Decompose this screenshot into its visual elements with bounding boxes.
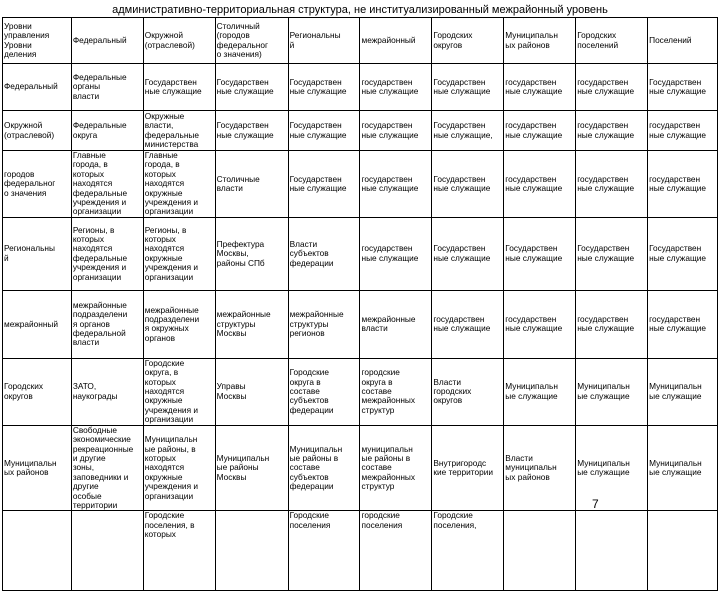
header-cell	[71, 18, 143, 64]
header-cell	[288, 18, 360, 64]
table-cell	[360, 290, 432, 358]
table-cell	[143, 511, 215, 591]
table-row	[3, 151, 718, 218]
table-cell-text: Муниципальн ые служащие	[649, 457, 702, 478]
table-cell	[648, 217, 718, 290]
row-label-cell-text: Федеральный	[4, 81, 58, 92]
row-label-cell	[3, 217, 72, 290]
table-cell-text: Государствен ные служащие	[433, 76, 491, 96]
table-cell-text: Префектура Москвы, районы СПб	[216, 238, 265, 268]
table-cell-text: городские поселения	[361, 510, 403, 530]
table-cell	[215, 358, 288, 425]
table-cell-text: государствен ные служащие	[361, 243, 419, 263]
table-cell-text: Городские поселения, в которых	[144, 510, 195, 540]
table-cell	[215, 64, 288, 111]
table-cell-text: Государствен ные служащие	[289, 173, 347, 193]
table-cell	[576, 425, 648, 511]
table-cell	[71, 358, 143, 425]
table-cell-text: Федеральные округа	[72, 120, 127, 140]
table-row	[3, 64, 718, 111]
table-cell	[360, 511, 432, 591]
table-cell	[215, 425, 288, 511]
header-cell	[432, 18, 504, 64]
table-cell-text: Муниципальн ые районы, в которых находятся окружные учреждения и организации	[144, 434, 198, 501]
table-cell	[360, 217, 432, 290]
table-row	[3, 217, 718, 290]
table-cell-text: Управы Москвы	[216, 381, 247, 401]
table-cell-text: государствен ные служащие	[649, 313, 707, 334]
table-cell	[648, 511, 718, 591]
table-cell	[648, 151, 718, 218]
table-cell	[432, 511, 504, 591]
table-cell	[504, 64, 576, 111]
table-cell-text: Городские поселения,	[433, 510, 477, 530]
table-cell-text: государствен ные служащие	[577, 120, 635, 140]
table-cell-text: муниципальн ые районы в составе межрайонных структур	[361, 443, 416, 492]
table-cell	[576, 290, 648, 358]
table-cell	[432, 425, 504, 511]
page-number: 7	[592, 497, 599, 511]
table-cell-text: Муниципальн ые служащие	[649, 381, 702, 401]
table-cell	[288, 290, 360, 358]
table-cell	[71, 64, 143, 111]
table-cell	[432, 111, 504, 151]
table-cell-text: Государствен ные служащие	[505, 243, 563, 263]
table-cell	[71, 217, 143, 290]
table-cell	[576, 511, 648, 591]
table-row	[3, 358, 718, 425]
table-cell	[504, 217, 576, 290]
table-cell-text: Свободные экономические рекреационные и другие зоны, заповедники и другие особые территории	[72, 425, 134, 510]
header-cell	[143, 18, 215, 64]
table-cell	[215, 511, 288, 591]
table-cell-text: Власти субъектов федерации	[289, 238, 334, 268]
header-cell-text: Поселений	[649, 34, 692, 45]
table-cell	[288, 151, 360, 218]
table-cell	[576, 64, 648, 111]
header-cell-text: межрайонный	[361, 34, 416, 45]
table-cell-text: Муниципальн ые районы в составе субъектов федерации	[289, 443, 343, 492]
table-cell-text: государствен ные служащие	[577, 76, 635, 96]
table-cell-text: Регионы, в которых находятся окружные учреждения и организации	[144, 224, 198, 282]
table-cell	[648, 64, 718, 111]
table-cell-text: Внутригородс кие территории	[433, 457, 493, 478]
table-cell-text: Государствен ные служащие	[433, 243, 491, 263]
table-cell-text: Федеральные органы власти	[72, 71, 127, 101]
table-cell-text: межрайонные подразделени я окружных органов	[144, 304, 200, 343]
table-cell-text: Городские поселения	[289, 510, 331, 530]
table-cell	[648, 111, 718, 151]
header-cell	[215, 18, 288, 64]
row-label-cell-text: межрайонный	[4, 318, 59, 329]
table-cell	[215, 111, 288, 151]
table-cell-text: Муниципальн ые служащие	[505, 381, 558, 401]
row-label-cell-text: Городских округов	[4, 381, 44, 401]
table-row	[3, 111, 718, 151]
row-label-cell	[3, 358, 72, 425]
table-cell	[71, 111, 143, 151]
table-cell	[288, 217, 360, 290]
table-cell-text: Муниципальн ые районы Москвы	[216, 452, 270, 482]
table-cell-text: ЗАТО, наукограды	[72, 381, 118, 401]
table-cell	[71, 151, 143, 218]
table-cell-text: Государствен ные служащие	[144, 76, 202, 96]
header-cell	[3, 18, 72, 64]
table-cell	[576, 217, 648, 290]
table-cell-text: государствен ные служащие	[577, 313, 635, 334]
table-cell-text: межрайонные структуры регионов	[289, 309, 344, 339]
table-cell-text: государствен ные служащие	[649, 120, 707, 140]
row-label-cell-text: городов федеральног о значения	[4, 168, 56, 198]
table-cell	[360, 358, 432, 425]
table-cell-text: межрайонные структуры Москвы	[216, 309, 271, 339]
header-cell-text: Муниципальн ых районов	[505, 30, 558, 50]
table-cell-text: Государствен ные служащие	[216, 120, 274, 140]
row-label-cell-text: Окружной (отраслевой)	[4, 120, 55, 140]
table-cell-text: Столичные власти	[216, 173, 260, 193]
table-cell	[504, 111, 576, 151]
table-cell-text: Государствен ные служащие,	[433, 120, 493, 140]
table-cell	[576, 151, 648, 218]
table-cell	[504, 425, 576, 511]
table-cell	[432, 290, 504, 358]
table-cell	[143, 425, 215, 511]
table-cell	[215, 151, 288, 218]
table-cell	[143, 290, 215, 358]
table-cell-text: государствен ные служащие	[505, 120, 563, 140]
table-cell-text: государствен ные служащие	[505, 313, 563, 334]
table-cell	[504, 511, 576, 591]
table-cell	[576, 358, 648, 425]
table-cell-text: Муниципальн ые служащие	[577, 381, 630, 401]
table-cell-text: Главные города, в которых находятся окружные учреждения и организации	[144, 150, 198, 217]
header-row	[3, 18, 718, 64]
table-cell	[648, 425, 718, 511]
table-row	[3, 425, 718, 511]
table-cell-text: Государствен ные служащие	[289, 76, 347, 96]
header-cell	[576, 18, 648, 64]
table-cell-text: Государствен ные служащие	[649, 243, 707, 263]
row-label-cell	[3, 151, 72, 218]
table-cell-text: Власти муниципальн ых районов	[505, 452, 557, 482]
row-label-cell	[3, 64, 72, 111]
table-cell-text: Регионы, в которых находятся федеральные учреждения и организации	[72, 224, 128, 282]
table-cell-text: государствен ные служащие	[649, 173, 707, 193]
table-cell	[432, 64, 504, 111]
table-row	[3, 511, 718, 591]
table-cell-text: межрайонные подразделени я органов федеральной власти	[72, 299, 128, 348]
table-cell	[432, 358, 504, 425]
table-cell	[504, 358, 576, 425]
header-cell	[648, 18, 718, 64]
row-label-cell	[3, 290, 72, 358]
table-cell	[143, 217, 215, 290]
table-cell	[143, 64, 215, 111]
table-cell-text: Городские округа, в которых находятся окружные учреждения и организации	[144, 358, 198, 425]
table-cell	[432, 217, 504, 290]
table-cell	[288, 425, 360, 511]
row-label-cell-text: Муниципальн ых районов	[4, 457, 57, 478]
table-cell	[143, 111, 215, 151]
table-cell	[360, 111, 432, 151]
table-cell-text: государствен ные служащие	[361, 120, 419, 140]
table-cell	[648, 290, 718, 358]
table-cell	[360, 64, 432, 111]
table-cell	[143, 358, 215, 425]
table-cell-text: государствен ные служащие	[505, 76, 563, 96]
table-cell	[215, 217, 288, 290]
table-cell-text: государствен ные служащие	[577, 173, 635, 193]
table-cell	[288, 111, 360, 151]
header-cell	[504, 18, 576, 64]
row-label-cell-text: Региональны й	[4, 243, 55, 263]
table-cell	[71, 425, 143, 511]
row-label-cell	[3, 425, 72, 511]
table-cell-text: государствен ные служащие	[505, 173, 563, 193]
table-cell-text: Государствен ные служащие	[577, 243, 635, 263]
row-label-cell	[3, 511, 72, 591]
table-cell-text: государствен ные служащие	[361, 173, 419, 193]
table-cell	[143, 151, 215, 218]
table-cell	[288, 358, 360, 425]
table-cell	[648, 358, 718, 425]
header-cell-text: Окружной (отраслевой)	[144, 30, 195, 50]
page-title: административно-территориальная структура, не институализированный межрайонный уровень	[112, 4, 608, 16]
table-cell-text: Государствен ные служащие	[289, 120, 347, 140]
table-cell	[215, 290, 288, 358]
header-cell-text: Федеральный	[72, 34, 127, 45]
table-cell	[504, 290, 576, 358]
table-cell	[360, 151, 432, 218]
table-cell-text: межрайонные власти	[361, 313, 416, 334]
table-cell-text: Государствен ные служащие	[433, 173, 491, 193]
structure-table	[2, 17, 718, 591]
table-cell	[576, 111, 648, 151]
table-cell	[504, 151, 576, 218]
table-cell-text: Государствен ные служащие	[216, 76, 274, 96]
header-cell-text: Городских поселений	[577, 30, 619, 50]
header-cell-text: Городских округов	[433, 30, 473, 50]
table-cell-text: Муниципальн ые служащие	[577, 457, 630, 478]
table-cell-text: Окружные власти, федеральные министерства	[144, 110, 200, 149]
table-cell-text: Главные города, в которых находятся федеральные учреждения и организации	[72, 150, 128, 217]
header-cell-text: Уровни управления Уровни деления	[4, 20, 50, 59]
table-cell	[71, 290, 143, 358]
table-cell-text: Государствен ные служащие	[649, 76, 707, 96]
table-cell-text: Власти городских округов	[433, 376, 472, 406]
table-cell-text: государствен ные служащие	[361, 76, 419, 96]
header-cell	[360, 18, 432, 64]
table-cell	[288, 64, 360, 111]
table-cell	[360, 425, 432, 511]
table-cell	[71, 511, 143, 591]
table-cell	[432, 151, 504, 218]
table-cell	[288, 511, 360, 591]
header-cell-text: Региональны й	[289, 30, 341, 50]
header-cell-text: Столичный (городов федеральног о значения)	[216, 20, 268, 59]
row-label-cell	[3, 111, 72, 151]
table-cell-text: городские округа в составе межрайонных структур	[361, 367, 416, 415]
table-cell-text: государствен ные служащие	[433, 313, 491, 334]
table-cell-text: Городские округа в составе субъектов федерации	[289, 367, 334, 415]
table-row	[3, 290, 718, 358]
